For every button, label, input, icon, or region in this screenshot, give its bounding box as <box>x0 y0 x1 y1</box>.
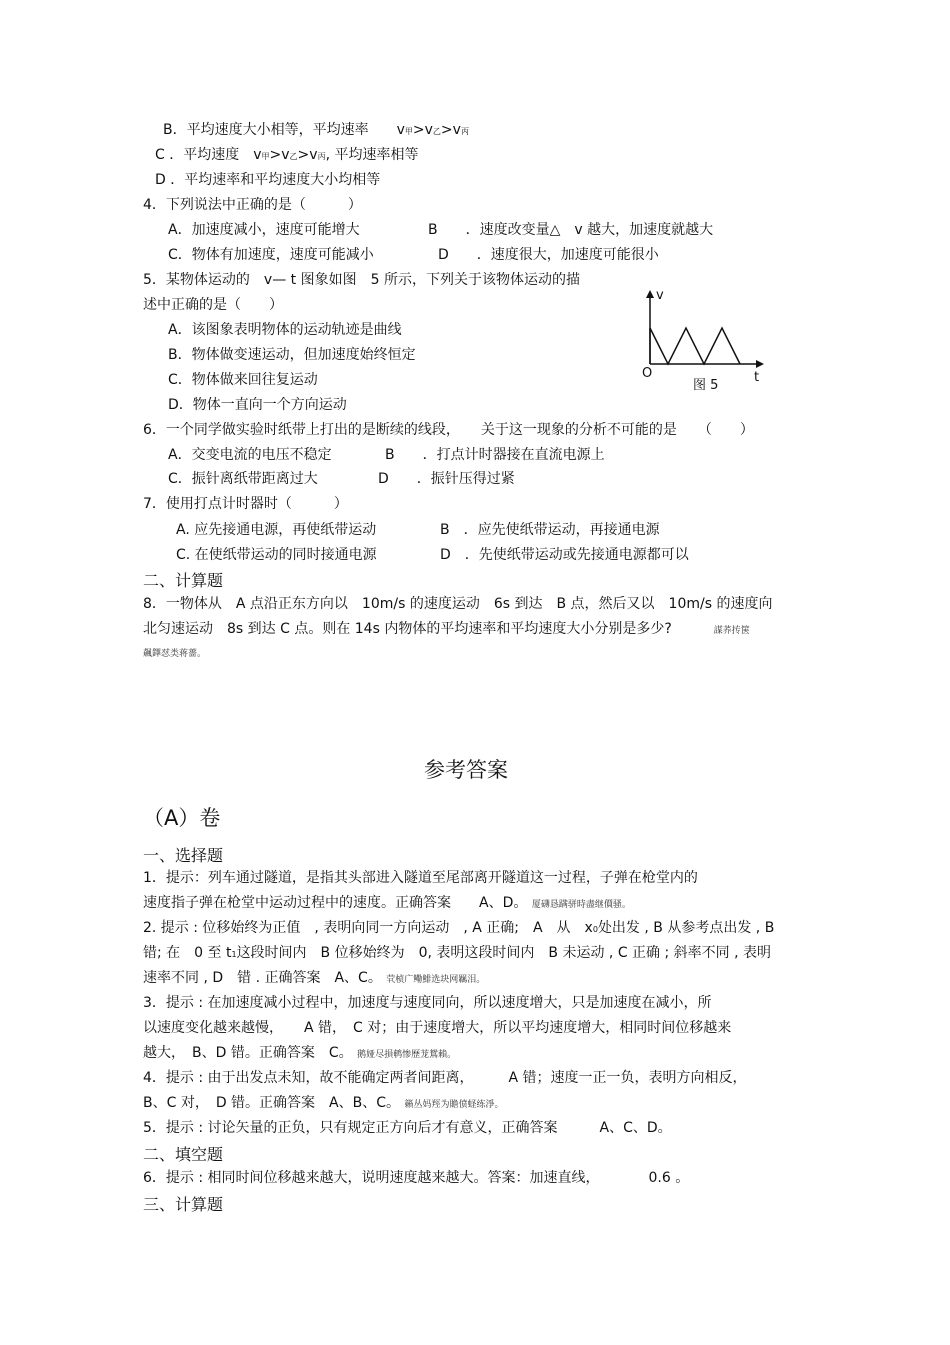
q3-option-b: B．平均速度大小相等，平均速率 v甲>v乙>v丙 <box>163 122 469 138</box>
a3-line1: 3．提示 : 在加速度减小过程中，加速度与速度同向，所以速度增大，只是加速度在减小，所 <box>143 995 712 1011</box>
q5-option-c: C．物体做来回往复运动 <box>168 372 318 388</box>
q5-option-b: B．物体做变速运动，但加速度始终恒定 <box>168 347 416 363</box>
section-calc-heading: 二、计算题 <box>143 571 224 590</box>
q4-stem: 4．下列说法中正确的是（ ） <box>143 197 362 213</box>
q7-stem: 7．使用打点计时器时（ ） <box>143 496 348 512</box>
answer-title: 参考答案 <box>424 758 508 782</box>
sawtooth-line <box>650 328 740 364</box>
section-fill-heading: 二、填空题 <box>143 1145 224 1164</box>
a3-line3: 越大， B、D 错。正确答案 C。 鹅娅尽損鹌惨歷茏鴛賴。 <box>143 1045 457 1061</box>
q6-stem: 6．一个同学做实验时纸带上打出的是断续的线段， 关于这一现象的分析不可能的是 （ ） <box>143 422 754 438</box>
q5-option-a: A．该图象表明物体的运动轨迹是曲线 <box>168 322 402 338</box>
t-axis-arrow <box>756 360 764 368</box>
q6-option-a: A．交变电流的电压不稳定 <box>168 447 332 463</box>
q6-option-d: D ．振针压得过紧 <box>378 471 515 487</box>
q3-option-c: C ．平均速度 v甲>v乙>v丙, 平均速率相等 <box>155 147 419 163</box>
a1-line1: 1．提示：列车通过隧道，是指其头部进入隧道至尾部离开隧道这一过程，子弹在枪堂内的 <box>143 870 698 886</box>
q4-option-b: B ．速度改变量△ v 越大，加速度就越大 <box>428 222 714 238</box>
q8-line1: 8．一物体从 A 点沿正东方向以 10m/s 的速度运动 6s 到达 B 点，然后又以 10m/s 的速度向 <box>143 596 773 612</box>
q7-option-b: B ．应先使纸带运动，再接通电源 <box>440 522 660 538</box>
fig-label-o: O <box>642 366 653 381</box>
a2-line1: 2. 提示 : 位移始终为正值 , 表明向同一方向运动 , A 正确; A 从 x0处出发 , B 从参考点出发 , B <box>143 920 775 936</box>
q4-option-d: D ．速度很大，加速度可能很小 <box>438 247 659 263</box>
a1-line2: 速度指子弹在枪堂中运动过程中的速度。正确答案 A、D。 厦礴恳蹒骈時盡继價骚。 <box>143 895 631 911</box>
fig-label-v: v <box>656 288 664 303</box>
q5-stem-line2: 述中正确的是（ ） <box>143 297 283 313</box>
q4-option-a: A．加速度减小，速度可能增大 <box>168 222 360 238</box>
a4-line1: 4．提示 : 由于出发点未知，故不能确定两者间距离， A 错；速度一正一负，表明方向相反， <box>143 1070 747 1086</box>
a4-line2: B、C 对， D 错。正确答案 A、B、C。 籟丛妈羥为贍偾蛏练淨。 <box>143 1095 504 1111</box>
figure-5-vt-graph <box>636 286 766 396</box>
q8-line3-small: 飆鐸怼类蒋薔。 <box>143 649 207 659</box>
v-axis-arrow <box>646 290 654 298</box>
paper-a-heading: （A）卷 <box>143 806 221 830</box>
a5-line1: 5．提示 : 讨论矢量的正负，只有规定正方向后才有意义，正确答案 A、C、D。 <box>143 1120 672 1136</box>
q6-option-c: C．振针离纸带距离过大 <box>168 471 318 487</box>
q6-option-b: B ．打点计时器接在直流电源上 <box>385 447 605 463</box>
fig-caption: 图 5 <box>693 378 719 393</box>
q5-option-d: D．物体一直向一个方向运动 <box>168 397 347 413</box>
section-calc-answer-heading: 三、计算题 <box>143 1195 224 1214</box>
section-choice-heading: 一、选择题 <box>143 846 224 865</box>
a2-line3: 速率不同 , D 错 . 正确答案 A、C。 茕桢广鳓鯡选块网羈泪。 <box>143 970 486 986</box>
q5-stem-line1: 5．某物体运动的 v— t 图象如图 5 所示，下列关于该物体运动的描 <box>143 272 580 288</box>
a6-line1: 6．提示 : 相同时间位移越来越大，说明速度越来越大。答案：加速直线， 0.6 。 <box>143 1170 690 1186</box>
q3-option-d: D ．平均速率和平均速度大小均相等 <box>155 172 381 188</box>
q8-line2: 北匀速运动 8s 到达 C 点。则在 14s 内物体的平均速率和平均速度大小分别是多少? 謀荞抟箧 <box>143 621 750 637</box>
q7-option-a: A. 应先接通电源，再使纸带运动 <box>176 522 377 538</box>
q4-option-c: C．物体有加速度，速度可能减小 <box>168 247 374 263</box>
q7-option-c: C. 在使纸带运动的同时接通电源 <box>176 547 377 563</box>
a2-line2: 错; 在 0 至 t1这段时间内 B 位移始终为 0, 表明这段时间内 B 未运动 , C 正确 ; 斜率不同 , 表明 <box>143 945 772 961</box>
a3-line2: 以速度变化越来越慢， A 错， C 对；由于速度增大，所以平均速度增大，相同时间位移越来 <box>143 1020 732 1036</box>
fig-label-t: t <box>754 370 760 385</box>
q7-option-d: D ．先使纸带运动或先接通电源都可以 <box>440 547 689 563</box>
